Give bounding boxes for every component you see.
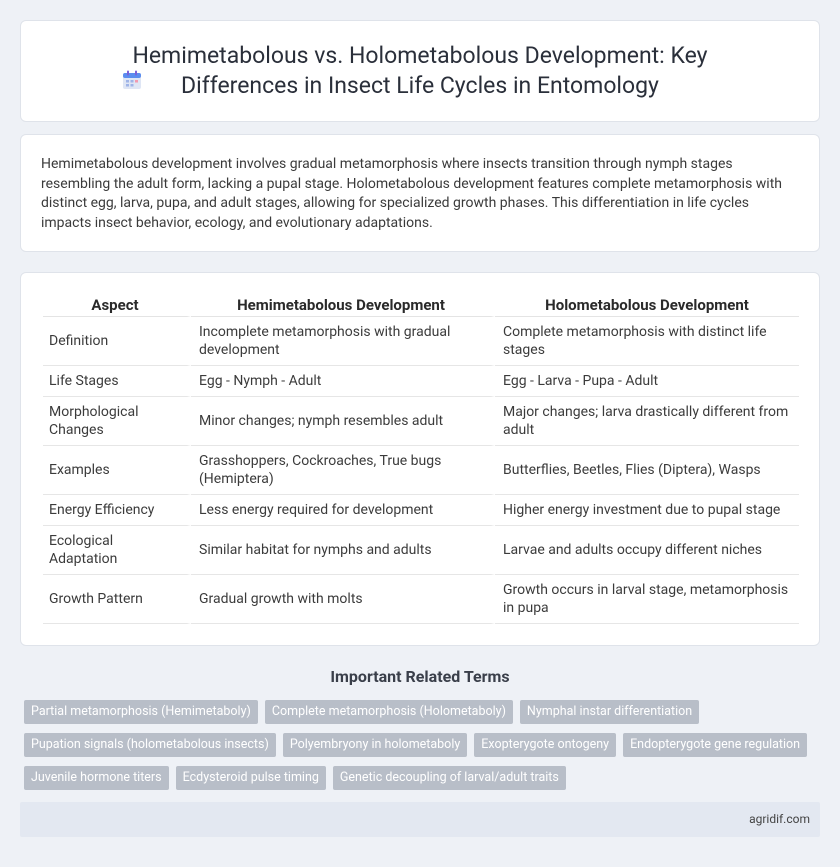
header-aspect: Aspect [43, 291, 191, 317]
table-cell: Grasshoppers, Cockroaches, True bugs (Hemiptera) [191, 446, 495, 495]
table-cell: Life Stages [43, 366, 191, 397]
header-hemimetabolous: Hemimetabolous Development [191, 291, 495, 317]
related-term-tag[interactable]: Genetic decoupling of larval/adult traits [333, 766, 566, 790]
comparison-table-card [20, 272, 820, 646]
footer-site-link[interactable]: agridif.com [749, 812, 810, 826]
title-card [20, 20, 820, 122]
table-row [43, 446, 799, 495]
related-term-tag[interactable]: Juvenile hormone titers [24, 766, 169, 790]
table-row [43, 526, 799, 575]
related-term-tag[interactable]: Pupation signals (holometabolous insects) [24, 733, 276, 757]
table-header-row [43, 291, 799, 317]
table-cell: Larvae and adults occupy different niches [495, 526, 799, 575]
intro-paragraph: Hemimetabolous development involves gradual metamorphosis where insects transition through nymph stages resembling the adult form, lacking a pupal stage. Holometabolous development features complete metamorphosis with distinct egg, larva, pupa, and adult stages, allowing for specialized growth phases. This differentiation in life cycles impacts insect behavior, ecology, and evolutionary adaptations. [41, 156, 783, 231]
related-term-tag[interactable]: Complete metamorphosis (Holometaboly) [265, 700, 513, 724]
tag-row [24, 700, 824, 724]
table-row [43, 317, 799, 366]
related-term-tag[interactable]: Ecdysteroid pulse timing [176, 766, 326, 790]
table-cell: Growth Pattern [43, 575, 191, 624]
table-row [43, 366, 799, 397]
table-cell: Ecological Adaptation [43, 526, 191, 575]
table-cell: Higher energy investment due to pupal stage [495, 495, 799, 526]
table-cell: Growth occurs in larval stage, metamorphosis in pupa [495, 575, 799, 624]
related-term-tag[interactable]: Nymphal instar differentiation [520, 700, 699, 724]
related-term-tag[interactable]: Endopterygote gene regulation [623, 733, 807, 757]
footer [20, 802, 820, 837]
intro-card [20, 134, 820, 252]
table-cell: Morphological Changes [43, 397, 191, 446]
table-cell: Major changes; larva drastically different from adult [495, 397, 799, 446]
table-cell: Examples [43, 446, 191, 495]
comparison-table [43, 291, 799, 624]
header-holometabolous: Holometabolous Development [495, 291, 799, 317]
related-term-tag[interactable]: Exopterygote ontogeny [474, 733, 616, 757]
table-cell: Gradual growth with molts [191, 575, 495, 624]
table-cell: Egg - Larva - Pupa - Adult [495, 366, 799, 397]
table-cell: Complete metamorphosis with distinct life stages [495, 317, 799, 366]
table-cell: Less energy required for development [191, 495, 495, 526]
related-term-tag[interactable]: Partial metamorphosis (Hemimetaboly) [24, 700, 258, 724]
tag-row [24, 766, 824, 790]
table-cell: Minor changes; nymph resembles adult [191, 397, 495, 446]
table-cell: Incomplete metamorphosis with gradual development [191, 317, 495, 366]
table-cell: Similar habitat for nymphs and adults [191, 526, 495, 575]
table-cell: Butterflies, Beetles, Flies (Diptera), Wasps [495, 446, 799, 495]
table-row [43, 495, 799, 526]
table-cell: Egg - Nymph - Adult [191, 366, 495, 397]
related-terms-list [24, 700, 824, 799]
page-title: Hemimetabolous vs. Holometabolous Development: Key Differences in Insect Life Cycles in Entomology [132, 42, 708, 99]
tag-row [24, 733, 824, 757]
related-terms-title: Important Related Terms [330, 667, 510, 686]
related-term-tag[interactable]: Polyembryony in holometaboly [283, 733, 467, 757]
table-row [43, 575, 799, 624]
table-row [43, 397, 799, 446]
table-cell: Definition [43, 317, 191, 366]
table-cell: Energy Efficiency [43, 495, 191, 526]
